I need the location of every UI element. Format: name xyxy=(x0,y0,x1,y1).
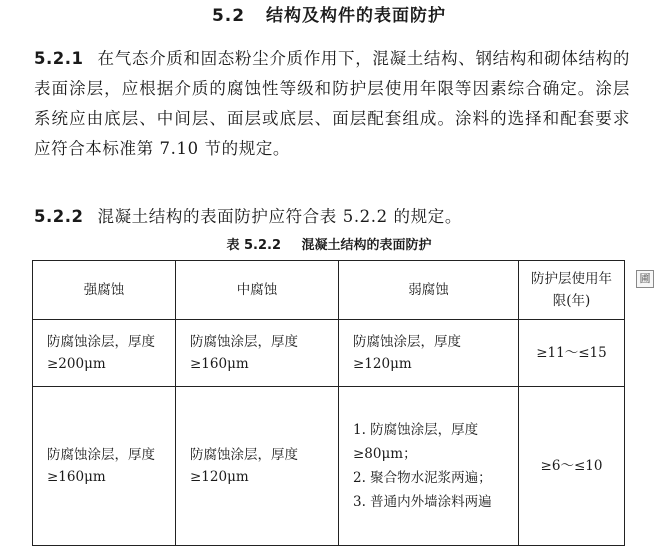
cell-life: ≥11～≤15 xyxy=(519,320,625,387)
clause-text: 混凝土结构的表面防护应符合表 5.2.2 的规定。 xyxy=(97,207,462,226)
cell-weak: 防腐蚀涂层，厚度≥120μm xyxy=(339,320,519,387)
cell-strong: 防腐蚀涂层，厚度≥160μm xyxy=(33,387,176,546)
table-caption xyxy=(0,236,658,256)
clause-5-2-2 xyxy=(34,202,630,232)
section-number: 5.2 xyxy=(211,6,246,26)
table-view-icon[interactable]: 圃 xyxy=(636,270,654,288)
cell-strong: 防腐蚀涂层，厚度≥200μm xyxy=(33,320,176,387)
clause-number: 5.2.2 xyxy=(34,207,84,226)
list-item: 1. 防腐蚀涂层，厚度≥80μm； xyxy=(353,422,479,462)
table-number: 表 5.2.2 xyxy=(226,238,281,253)
section-heading: 结构及构件的表面防护 xyxy=(266,6,447,26)
table-row xyxy=(33,387,625,546)
header-life: 防护层使用年限(年) xyxy=(519,261,625,320)
table-header-row xyxy=(33,261,625,320)
clause-text: 在气态介质和固态粉尘介质作用下，混凝土结构、钢结构和砌体结构的表面涂层，应根据介质的腐蚀性等级和防护层使用年限等因素综合确定。涂层系统应由底层、中间层、面层或底层、面层配套组成。涂料的选择和配套要求应符合本标准第 7.10 节的规定。 xyxy=(34,49,630,158)
header-weak: 弱腐蚀 xyxy=(339,261,519,320)
clause-5-2-1 xyxy=(34,44,630,164)
cell-weak xyxy=(339,387,519,546)
list-item: 2. 聚合物水泥浆两遍； xyxy=(353,470,492,486)
header-medium: 中腐蚀 xyxy=(176,261,339,320)
header-strong: 强腐蚀 xyxy=(33,261,176,320)
cell-life: ≥6～≤10 xyxy=(519,387,625,546)
protection-table xyxy=(32,260,625,546)
cell-medium: 防腐蚀涂层，厚度≥160μm xyxy=(176,320,339,387)
cell-medium: 防腐蚀涂层，厚度≥120μm xyxy=(176,387,339,546)
table-title: 混凝土结构的表面防护 xyxy=(301,238,432,253)
section-title xyxy=(0,4,658,28)
table-row xyxy=(33,320,625,387)
list-item: 3. 普通内外墙涂料两遍 xyxy=(353,494,492,510)
clause-number: 5.2.1 xyxy=(34,49,84,68)
